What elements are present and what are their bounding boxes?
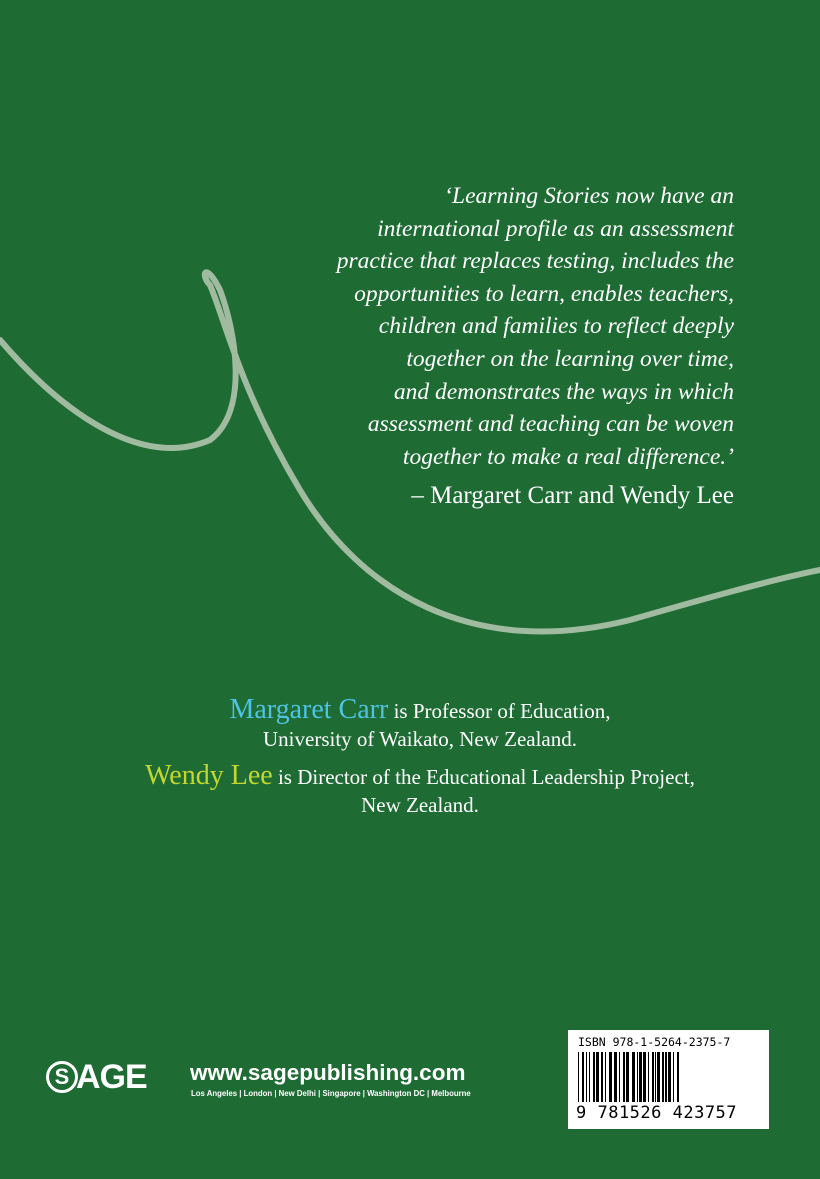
bio-line <box>90 696 750 725</box>
author-bio-lee <box>90 762 750 819</box>
back-cover-quote <box>214 180 734 473</box>
barcode-bar <box>639 1052 642 1102</box>
isbn-label: ISBN 978-1-5264-2375-7 <box>578 1035 731 1049</box>
bio-text: is Professor of Education, <box>388 699 611 723</box>
barcode-bar <box>632 1052 635 1102</box>
barcode-bar <box>605 1052 606 1102</box>
publisher-url[interactable]: www.sagepublishing.com <box>190 1060 466 1085</box>
isbn-barcode <box>568 1030 769 1129</box>
quote-line: opportunities to learn, enables teachers, <box>354 280 734 307</box>
publisher-cities: Los Angeles | London | New Delhi | Singapore | Washington DC | Melbourne <box>191 1089 471 1098</box>
bio-text: is Director of the Educational Leadership Project, <box>272 765 695 789</box>
quote-line: international profile as an assessment <box>377 215 734 242</box>
sage-logo-mark: S <box>46 1061 78 1093</box>
barcode-bar <box>619 1052 620 1102</box>
barcode-bar <box>596 1052 599 1102</box>
barcode-bar <box>626 1052 629 1102</box>
barcode-bar <box>655 1052 656 1102</box>
barcode-bar <box>662 1052 664 1102</box>
barcode-bar <box>665 1052 667 1102</box>
barcode-bar <box>582 1052 584 1102</box>
barcode-bar <box>578 1052 579 1102</box>
quote-line: together to make a real difference.’ <box>402 443 734 470</box>
barcode-bar <box>586 1052 587 1102</box>
author-name-carr: Margaret Carr <box>229 694 389 725</box>
barcode-digits: 9 781526 423757 <box>576 1103 738 1123</box>
quote-line: together on the learning over time, <box>406 345 734 372</box>
barcode-bars <box>576 1052 762 1104</box>
bio-line: University of Waikato, New Zealand. <box>263 727 577 751</box>
quote-line: and demonstrates the ways in which <box>393 378 734 405</box>
author-bio-carr <box>90 696 750 753</box>
barcode-bar <box>637 1052 638 1102</box>
quote-line: practice that replaces testing, includes the <box>336 248 734 275</box>
barcode-bar <box>643 1052 646 1102</box>
barcode-bar <box>673 1052 674 1102</box>
barcode-bar <box>668 1052 671 1102</box>
sage-logo-word: AGE <box>76 1058 147 1096</box>
barcode-bar <box>593 1052 595 1102</box>
sage-logo <box>46 1060 147 1094</box>
barcode-bar <box>589 1052 590 1102</box>
author-name-lee: Wendy Lee <box>145 760 273 791</box>
bio-line: New Zealand. <box>361 793 479 817</box>
barcode-bar <box>623 1052 625 1102</box>
barcode-bar <box>652 1052 654 1102</box>
bio-line <box>90 762 750 791</box>
barcode-bar <box>648 1052 649 1102</box>
quote-line: ‘Learning Stories now have an <box>444 183 734 209</box>
quote-attribution: – Margaret Carr and Wendy Lee <box>411 482 734 509</box>
quote-line: children and families to reflect deeply <box>378 313 734 340</box>
barcode-bar <box>677 1052 679 1102</box>
barcode-bar <box>609 1052 612 1102</box>
quote-line: assessment and teaching can be woven <box>367 411 734 438</box>
barcode-bar <box>657 1052 660 1102</box>
barcode-bar <box>601 1052 603 1102</box>
barcode-bar <box>614 1052 617 1102</box>
